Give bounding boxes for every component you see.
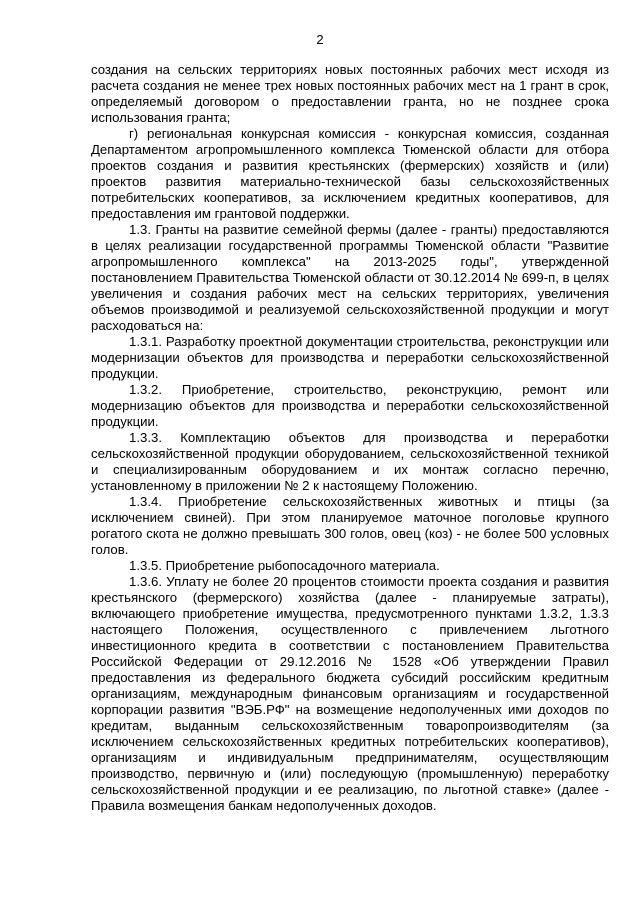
paragraph-1-3-2: 1.3.2. Приобретение, строительство, реконструкцию, ремонт или модернизацию объектов для производства и переработки сельскохозяйственной продукции. [91, 382, 609, 429]
document-body [91, 62, 609, 814]
paragraph-1-3: 1.3. Гранты на развитие семейной фермы (далее - гранты) предоставляются в целях реализации государственной программы Тюменской области "Развитие агропромышленного комплекса" на 2013-2025 годы", утвержденной постановлением Правительства Тюменской области от 30.12.2014 № 699-п, в целях увеличения и создания рабочих мест на сельских территориях, увеличения объемов производимой и реализуемой сельскохозяйственной продукции и могут расходоваться на: [91, 222, 609, 333]
page-number: 2 [316, 32, 324, 47]
paragraph-continuation: создания на сельских территориях новых постоянных рабочих мест исходя из расчета создания не менее трех новых постоянных рабочих мест на 1 грант в срок, определяемый договором о предоставлении гранта, но не позднее срока использования гранта; [91, 62, 609, 125]
paragraph-1-3-6: 1.3.6. Уплату не более 20 процентов стоимости проекта создания и развития крестьянского (фермерского) хозяйства (далее - планируемые затраты), включающего приобретение имущества, предусмотренного пунктами 1.3.2, 1.3.3 настоящего Положения, осуществленного с привлечением льготного инвестиционного кредита в соответствии с постановлением Правительства Российской Федерации от 29.12.2016 № 1528 «Об утверждении Правил предоставления из федерального бюджета субсидий российским кредитным организациям, международным финансовым организациям и государственной корпорации развития "ВЭБ.РФ" на возмещение недополученных ими доходов по кредитам, выданным сельскохозяйственным товаропроизводителям (за исключением сельскохозяйственных кредитных потребительских кооперативов), организациям и индивидуальным предпринимателям, осуществляющим производство, первичную и (или) последующую (промышленную) переработку сельскохозяйственной продукции и ее реализацию, по льготной ставке» (далее - Правила возмещения банкам недополученных доходов. [91, 574, 609, 813]
paragraph-1-3-1: 1.3.1. Разработку проектной документации строительства, реконструкции или модернизации объектов для производства и переработки сельскохозяйственной продукции. [91, 334, 609, 381]
paragraph-1-3-3: 1.3.3. Комплектацию объектов для производства и переработки сельскохозяйственной продукции оборудованием, сельскохозяйственной техникой и специализированным оборудованием и их монтаж согласно перечню, установленному в приложении № 2 к настоящему Положению. [91, 430, 609, 493]
paragraph-definition-g: г) региональная конкурсная комиссия - конкурсная комиссия, созданная Департаментом агропромышленного комплекса Тюменской области для отбора проектов создания и развития крестьянских (фермерских) хозяйств и (или) проектов развития материально-технической базы сельскохозяйственных потребительских кооперативов, за исключением кредитных кооперативов, для предоставления им грантовой поддержки. [91, 126, 609, 221]
paragraph-1-3-4: 1.3.4. Приобретение сельскохозяйственных животных и птицы (за исключением свиней). При этом планируемое маточное поголовье крупного рогатого скота не должно превышать 300 голов, овец (коз) - не более 500 условных голов. [91, 494, 609, 557]
paragraph-1-3-5: 1.3.5. Приобретение рыбопосадочного материала. [129, 558, 440, 573]
